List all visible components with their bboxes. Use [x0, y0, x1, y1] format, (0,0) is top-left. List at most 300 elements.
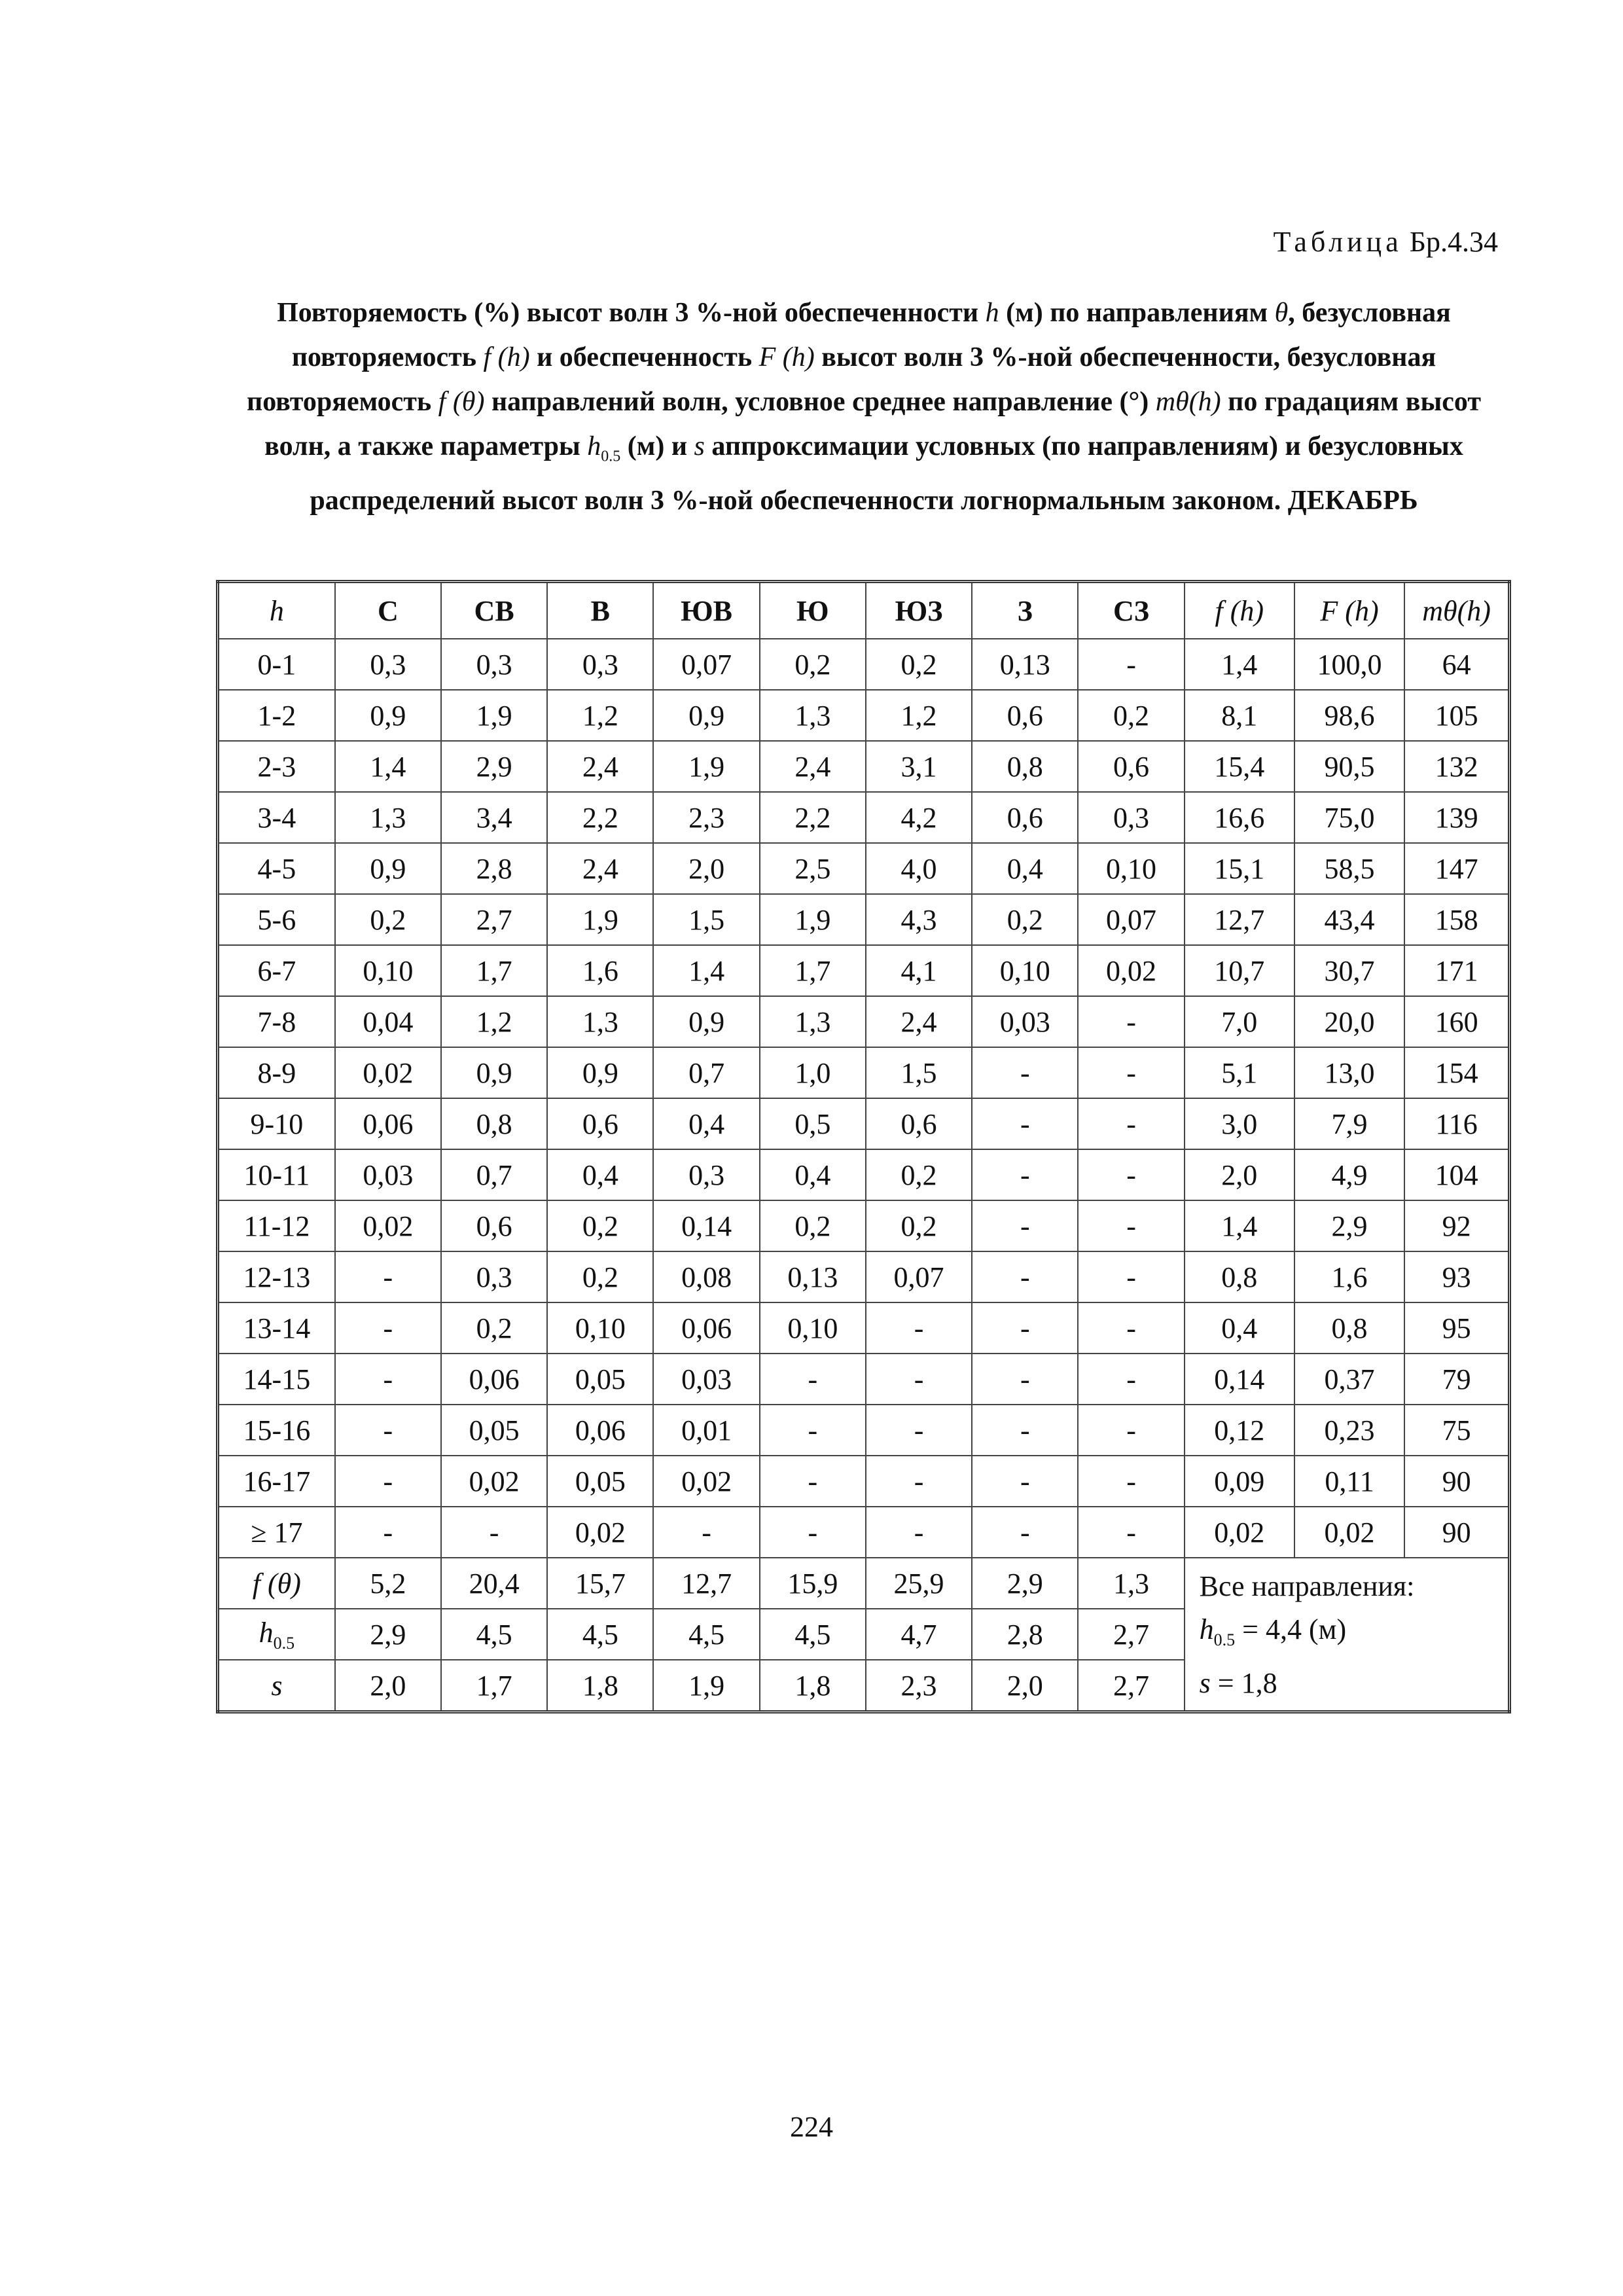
- value-cell: -: [866, 1507, 972, 1558]
- value-cell: 4,5: [441, 1609, 547, 1660]
- column-header: З: [972, 582, 1078, 639]
- value-cell: 4,5: [547, 1609, 653, 1660]
- value-cell: 0,03: [972, 996, 1078, 1047]
- value-cell: 2,7: [1078, 1609, 1184, 1660]
- value-cell: 0,3: [335, 639, 441, 690]
- value-cell: 0,3: [441, 1251, 547, 1302]
- value-cell: 2,8: [441, 843, 547, 894]
- value-cell: 98,6: [1294, 690, 1404, 741]
- summary-s: [1200, 1662, 1508, 1705]
- column-header: Ю: [760, 582, 866, 639]
- value-cell: 0,9: [335, 843, 441, 894]
- value-cell: -: [866, 1354, 972, 1405]
- value-cell: -: [1078, 1302, 1184, 1354]
- value-cell: 0,4: [760, 1149, 866, 1200]
- value-cell: 0,4: [547, 1149, 653, 1200]
- value-cell: 160: [1404, 996, 1509, 1047]
- value-cell: 0,9: [653, 996, 759, 1047]
- value-cell: 0,3: [441, 639, 547, 690]
- value-cell: 4,0: [866, 843, 972, 894]
- value-cell: 0,02: [1078, 945, 1184, 996]
- value-cell: 0,2: [441, 1302, 547, 1354]
- value-cell: 20,0: [1294, 996, 1404, 1047]
- value-cell: 0,03: [653, 1354, 759, 1405]
- column-header: h: [218, 582, 335, 639]
- value-cell: -: [972, 1047, 1078, 1098]
- value-cell: 2,5: [760, 843, 866, 894]
- value-cell: 1,9: [441, 690, 547, 741]
- value-cell: 95: [1404, 1302, 1509, 1354]
- value-cell: -: [1078, 1047, 1184, 1098]
- value-cell: 0,10: [335, 945, 441, 996]
- caption-symbol-mtheta: mθ(h): [1155, 387, 1221, 417]
- value-cell: 0,8: [441, 1098, 547, 1149]
- value-cell: 1,3: [760, 690, 866, 741]
- value-cell: 4,5: [760, 1609, 866, 1660]
- value-cell: -: [972, 1098, 1078, 1149]
- value-cell: 2,9: [441, 741, 547, 792]
- value-cell: 1,4: [1185, 639, 1294, 690]
- value-cell: 1,6: [1294, 1251, 1404, 1302]
- table-row: [218, 1405, 1510, 1456]
- value-cell: 0,05: [547, 1456, 653, 1507]
- summary-h05-unit: (м): [1301, 1613, 1347, 1645]
- value-cell: -: [1078, 1200, 1184, 1251]
- table-row: [218, 1507, 1510, 1558]
- value-cell: 4,5: [653, 1609, 759, 1660]
- value-cell: 12,7: [653, 1558, 759, 1609]
- value-cell: -: [972, 1456, 1078, 1507]
- value-cell: 90: [1404, 1456, 1509, 1507]
- caption-text-9: аппроксимации условных (по направлениям) и безусловных распределений высот волн 3 %-ной обеспеченности логнормальным законом. ДЕКАБРЬ: [310, 431, 1463, 516]
- value-cell: 0,06: [335, 1098, 441, 1149]
- value-cell: 1,5: [866, 1047, 972, 1098]
- value-cell: 0,06: [441, 1354, 547, 1405]
- value-cell: -: [335, 1405, 441, 1456]
- value-cell: -: [1078, 1405, 1184, 1456]
- value-cell: 0,2: [866, 639, 972, 690]
- value-cell: -: [972, 1354, 1078, 1405]
- value-cell: 0,02: [1294, 1507, 1404, 1558]
- all-directions-summary: [1185, 1558, 1510, 1712]
- value-cell: 154: [1404, 1047, 1509, 1098]
- value-cell: 1,4: [1185, 1200, 1294, 1251]
- value-cell: 0,06: [653, 1302, 759, 1354]
- column-header: mθ(h): [1404, 582, 1509, 639]
- value-cell: 2,3: [866, 1660, 972, 1712]
- value-cell: 0,05: [547, 1354, 653, 1405]
- caption-text-3: , безусловная повторяемость: [291, 298, 1451, 372]
- value-cell: 0,23: [1294, 1405, 1404, 1456]
- value-cell: 0,02: [547, 1507, 653, 1558]
- value-cell: 5,1: [1185, 1047, 1294, 1098]
- table-label-word: Таблица: [1273, 226, 1402, 258]
- summary-h05-value: = 4,4: [1235, 1613, 1302, 1645]
- table-row: [218, 690, 1510, 741]
- value-cell: 0,2: [1078, 690, 1184, 741]
- column-header: ЮВ: [653, 582, 759, 639]
- value-cell: 0,4: [653, 1098, 759, 1149]
- value-cell: 0,01: [653, 1405, 759, 1456]
- table-row: [218, 1047, 1510, 1098]
- value-cell: 0,8: [1185, 1251, 1294, 1302]
- value-cell: 1,9: [760, 894, 866, 945]
- height-range-cell: 5-6: [218, 894, 335, 945]
- value-cell: 2,4: [866, 996, 972, 1047]
- value-cell: 0,02: [335, 1047, 441, 1098]
- table-row: [218, 1354, 1510, 1405]
- value-cell: -: [972, 1200, 1078, 1251]
- value-cell: 2,2: [547, 792, 653, 843]
- header-row: [218, 582, 1510, 639]
- value-cell: 16,6: [1185, 792, 1294, 843]
- value-cell: 2,9: [1294, 1200, 1404, 1251]
- value-cell: -: [335, 1302, 441, 1354]
- value-cell: 0,9: [335, 690, 441, 741]
- value-cell: 0,6: [441, 1200, 547, 1251]
- value-cell: 2,7: [441, 894, 547, 945]
- height-range-cell: 12-13: [218, 1251, 335, 1302]
- value-cell: 25,9: [866, 1558, 972, 1609]
- value-cell: 2,9: [335, 1609, 441, 1660]
- value-cell: -: [972, 1507, 1078, 1558]
- value-cell: 2,9: [972, 1558, 1078, 1609]
- value-cell: 0,4: [1185, 1302, 1294, 1354]
- value-cell: 0,6: [972, 792, 1078, 843]
- value-cell: 0,7: [441, 1149, 547, 1200]
- value-cell: 0,12: [1185, 1405, 1294, 1456]
- value-cell: 0,9: [547, 1047, 653, 1098]
- table-row: [218, 1098, 1510, 1149]
- value-cell: 0,2: [760, 1200, 866, 1251]
- value-cell: 0,6: [972, 690, 1078, 741]
- table-row: [218, 792, 1510, 843]
- table-row: [218, 1200, 1510, 1251]
- value-cell: 0,05: [441, 1405, 547, 1456]
- value-cell: 0,07: [1078, 894, 1184, 945]
- value-cell: 15,9: [760, 1558, 866, 1609]
- table-caption: [216, 291, 1512, 523]
- value-cell: 15,4: [1185, 741, 1294, 792]
- caption-symbol-ftheta: f (θ): [438, 387, 485, 417]
- value-cell: 79: [1404, 1354, 1509, 1405]
- value-cell: 1,3: [1078, 1558, 1184, 1609]
- value-cell: 4,3: [866, 894, 972, 945]
- value-cell: -: [972, 1251, 1078, 1302]
- summary-s-value: = 1,8: [1210, 1666, 1277, 1699]
- value-cell: 58,5: [1294, 843, 1404, 894]
- value-cell: 0,04: [335, 996, 441, 1047]
- value-cell: 0,2: [866, 1149, 972, 1200]
- height-range-cell: 13-14: [218, 1302, 335, 1354]
- height-range-cell: 16-17: [218, 1456, 335, 1507]
- value-cell: 1,7: [441, 945, 547, 996]
- height-range-cell: 15-16: [218, 1405, 335, 1456]
- column-header: С: [335, 582, 441, 639]
- wave-height-table: [216, 580, 1511, 1713]
- s-label-cell: s: [218, 1660, 335, 1712]
- value-cell: 1,4: [653, 945, 759, 996]
- caption-text-2: (м) по направлениям: [1006, 298, 1268, 328]
- value-cell: -: [866, 1302, 972, 1354]
- value-cell: 1,9: [653, 741, 759, 792]
- value-cell: 1,2: [866, 690, 972, 741]
- value-cell: 0,10: [760, 1302, 866, 1354]
- value-cell: 0,6: [866, 1098, 972, 1149]
- value-cell: 0,02: [335, 1200, 441, 1251]
- value-cell: -: [1078, 1098, 1184, 1149]
- value-cell: 1,7: [441, 1660, 547, 1712]
- caption-text-5: высот волн 3 %-ной обеспеченности, безусловная повторяемость: [247, 342, 1436, 417]
- value-cell: 0,8: [972, 741, 1078, 792]
- summary-title: Все направления:: [1199, 1570, 1415, 1602]
- value-cell: 0,2: [866, 1200, 972, 1251]
- value-cell: 1,5: [653, 894, 759, 945]
- value-cell: -: [866, 1456, 972, 1507]
- value-cell: 3,0: [1185, 1098, 1294, 1149]
- value-cell: 0,3: [653, 1149, 759, 1200]
- value-cell: 2,4: [547, 843, 653, 894]
- value-cell: 2,4: [760, 741, 866, 792]
- column-header: СЗ: [1078, 582, 1184, 639]
- value-cell: 8,1: [1185, 690, 1294, 741]
- value-cell: 0,6: [547, 1098, 653, 1149]
- caption-text-6: направлений волн, условное среднее направление (°): [491, 387, 1149, 417]
- caption-symbol-theta: θ: [1274, 298, 1289, 328]
- value-cell: -: [653, 1507, 759, 1558]
- value-cell: -: [1078, 1507, 1184, 1558]
- caption-text-4: и обеспеченность: [537, 342, 753, 372]
- value-cell: 92: [1404, 1200, 1509, 1251]
- value-cell: 1,7: [760, 945, 866, 996]
- value-cell: 64: [1404, 639, 1509, 690]
- value-cell: 4,1: [866, 945, 972, 996]
- value-cell: 0,02: [441, 1456, 547, 1507]
- table-row: [218, 945, 1510, 996]
- value-cell: 171: [1404, 945, 1509, 996]
- value-cell: 0,07: [866, 1251, 972, 1302]
- height-range-cell: 4-5: [218, 843, 335, 894]
- value-cell: 116: [1404, 1098, 1509, 1149]
- caption-symbol-Fh: F (h): [758, 342, 815, 372]
- table-row: [218, 639, 1510, 690]
- caption-symbol-h: h: [985, 298, 999, 328]
- value-cell: 0,07: [653, 639, 759, 690]
- column-header: ЮЗ: [866, 582, 972, 639]
- value-cell: 0,10: [1078, 843, 1184, 894]
- value-cell: 93: [1404, 1251, 1509, 1302]
- value-cell: 0,02: [653, 1456, 759, 1507]
- value-cell: 0,2: [335, 894, 441, 945]
- value-cell: 0,9: [653, 690, 759, 741]
- value-cell: 4,9: [1294, 1149, 1404, 1200]
- column-header: F (h): [1294, 582, 1404, 639]
- value-cell: 43,4: [1294, 894, 1404, 945]
- value-cell: -: [1078, 639, 1184, 690]
- table-row: [218, 843, 1510, 894]
- value-cell: 1,4: [335, 741, 441, 792]
- value-cell: -: [760, 1507, 866, 1558]
- value-cell: 2,0: [653, 843, 759, 894]
- value-cell: 30,7: [1294, 945, 1404, 996]
- table-row: [218, 894, 1510, 945]
- column-header: В: [547, 582, 653, 639]
- value-cell: 0,09: [1185, 1456, 1294, 1507]
- value-cell: 5,2: [335, 1558, 441, 1609]
- table-row: [218, 1456, 1510, 1507]
- table-body: [218, 582, 1510, 1712]
- value-cell: 1,2: [547, 690, 653, 741]
- value-cell: 0,13: [972, 639, 1078, 690]
- value-cell: 0,02: [1185, 1507, 1294, 1558]
- height-range-cell: 7-8: [218, 996, 335, 1047]
- height-range-cell: 1-2: [218, 690, 335, 741]
- value-cell: 2,2: [760, 792, 866, 843]
- value-cell: -: [972, 1149, 1078, 1200]
- value-cell: 90,5: [1294, 741, 1404, 792]
- value-cell: 0,10: [547, 1302, 653, 1354]
- height-range-cell: 9-10: [218, 1098, 335, 1149]
- value-cell: -: [760, 1405, 866, 1456]
- caption-text-7: по градациям высот волн, а также параметры: [264, 387, 1481, 461]
- value-cell: 0,5: [760, 1098, 866, 1149]
- summary-s-label: s: [1199, 1666, 1211, 1699]
- page-number: 224: [790, 2111, 833, 2143]
- value-cell: 0,13: [760, 1251, 866, 1302]
- value-cell: 0,06: [547, 1405, 653, 1456]
- ftheta-label-cell: f (θ): [218, 1558, 335, 1609]
- value-cell: -: [335, 1251, 441, 1302]
- value-cell: 0,37: [1294, 1354, 1404, 1405]
- value-cell: 104: [1404, 1149, 1509, 1200]
- caption-symbol-h05: [587, 431, 621, 465]
- value-cell: -: [1078, 1149, 1184, 1200]
- value-cell: -: [1078, 1456, 1184, 1507]
- value-cell: 0,8: [1294, 1302, 1404, 1354]
- value-cell: 4,2: [866, 792, 972, 843]
- value-cell: 132: [1404, 741, 1509, 792]
- value-cell: 75,0: [1294, 792, 1404, 843]
- table-row: [218, 1251, 1510, 1302]
- value-cell: 20,4: [441, 1558, 547, 1609]
- value-cell: -: [335, 1456, 441, 1507]
- value-cell: 7,9: [1294, 1098, 1404, 1149]
- value-cell: 1,8: [760, 1660, 866, 1712]
- value-cell: 0,3: [1078, 792, 1184, 843]
- h05-label-sub: 0.5: [273, 1633, 295, 1653]
- summary-h05: [1200, 1608, 1508, 1662]
- value-cell: -: [1078, 1251, 1184, 1302]
- value-cell: 1,2: [441, 996, 547, 1047]
- height-range-cell: 3-4: [218, 792, 335, 843]
- value-cell: 2,7: [1078, 1660, 1184, 1712]
- value-cell: 3,4: [441, 792, 547, 843]
- ftheta-row: [218, 1558, 1510, 1609]
- value-cell: 2,0: [335, 1660, 441, 1712]
- value-cell: 0,10: [972, 945, 1078, 996]
- value-cell: 1,0: [760, 1047, 866, 1098]
- caption-symbol-fh: f (h): [483, 342, 530, 372]
- value-cell: 0,08: [653, 1251, 759, 1302]
- value-cell: 0,03: [335, 1149, 441, 1200]
- h05-label-cell: [218, 1609, 335, 1660]
- value-cell: -: [760, 1456, 866, 1507]
- value-cell: -: [1078, 1354, 1184, 1405]
- value-cell: 0,2: [547, 1251, 653, 1302]
- value-cell: 147: [1404, 843, 1509, 894]
- value-cell: 0,9: [441, 1047, 547, 1098]
- value-cell: 1,3: [760, 996, 866, 1047]
- value-cell: 0,14: [653, 1200, 759, 1251]
- height-range-cell: 11-12: [218, 1200, 335, 1251]
- value-cell: 0,11: [1294, 1456, 1404, 1507]
- value-cell: 139: [1404, 792, 1509, 843]
- value-cell: 2,4: [547, 741, 653, 792]
- value-cell: -: [441, 1507, 547, 1558]
- value-cell: 158: [1404, 894, 1509, 945]
- value-cell: 4,7: [866, 1609, 972, 1660]
- value-cell: 0,3: [547, 639, 653, 690]
- height-range-cell: 6-7: [218, 945, 335, 996]
- value-cell: 0,6: [1078, 741, 1184, 792]
- column-header: f (h): [1185, 582, 1294, 639]
- value-cell: 10,7: [1185, 945, 1294, 996]
- value-cell: 2,0: [1185, 1149, 1294, 1200]
- value-cell: 0,2: [760, 639, 866, 690]
- value-cell: 105: [1404, 690, 1509, 741]
- value-cell: 3,1: [866, 741, 972, 792]
- column-header: СВ: [441, 582, 547, 639]
- value-cell: -: [760, 1354, 866, 1405]
- height-range-cell: 14-15: [218, 1354, 335, 1405]
- value-cell: 13,0: [1294, 1047, 1404, 1098]
- value-cell: 100,0: [1294, 639, 1404, 690]
- value-cell: 1,9: [653, 1660, 759, 1712]
- table-row: [218, 1302, 1510, 1354]
- value-cell: -: [972, 1302, 1078, 1354]
- height-range-cell: 0-1: [218, 639, 335, 690]
- table-row: [218, 1149, 1510, 1200]
- caption-text-1: Повторяемость (%) высот волн 3 %-ной обеспеченности: [277, 298, 979, 328]
- value-cell: 75: [1404, 1405, 1509, 1456]
- value-cell: 1,3: [547, 996, 653, 1047]
- table-label: [909, 225, 1498, 259]
- value-cell: -: [335, 1507, 441, 1558]
- table-row: [218, 741, 1510, 792]
- height-range-cell: 8-9: [218, 1047, 335, 1098]
- value-cell: 0,7: [653, 1047, 759, 1098]
- value-cell: 1,8: [547, 1660, 653, 1712]
- value-cell: -: [335, 1354, 441, 1405]
- height-range-cell: 2-3: [218, 741, 335, 792]
- value-cell: 90: [1404, 1507, 1509, 1558]
- table-row: [218, 996, 1510, 1047]
- value-cell: 0,14: [1185, 1354, 1294, 1405]
- value-cell: 15,1: [1185, 843, 1294, 894]
- caption-h05-sub: 0.5: [601, 448, 621, 465]
- value-cell: 1,9: [547, 894, 653, 945]
- summary-h05-sub: 0.5: [1213, 1630, 1236, 1649]
- value-cell: -: [972, 1405, 1078, 1456]
- value-cell: 0,4: [972, 843, 1078, 894]
- height-range-cell: 10-11: [218, 1149, 335, 1200]
- value-cell: 2,0: [972, 1660, 1078, 1712]
- value-cell: 0,2: [547, 1200, 653, 1251]
- value-cell: 2,3: [653, 792, 759, 843]
- table-label-number: Бр.4.34: [1409, 226, 1498, 258]
- height-range-cell: ≥ 17: [218, 1507, 335, 1558]
- caption-text-8: (м) и: [627, 431, 688, 461]
